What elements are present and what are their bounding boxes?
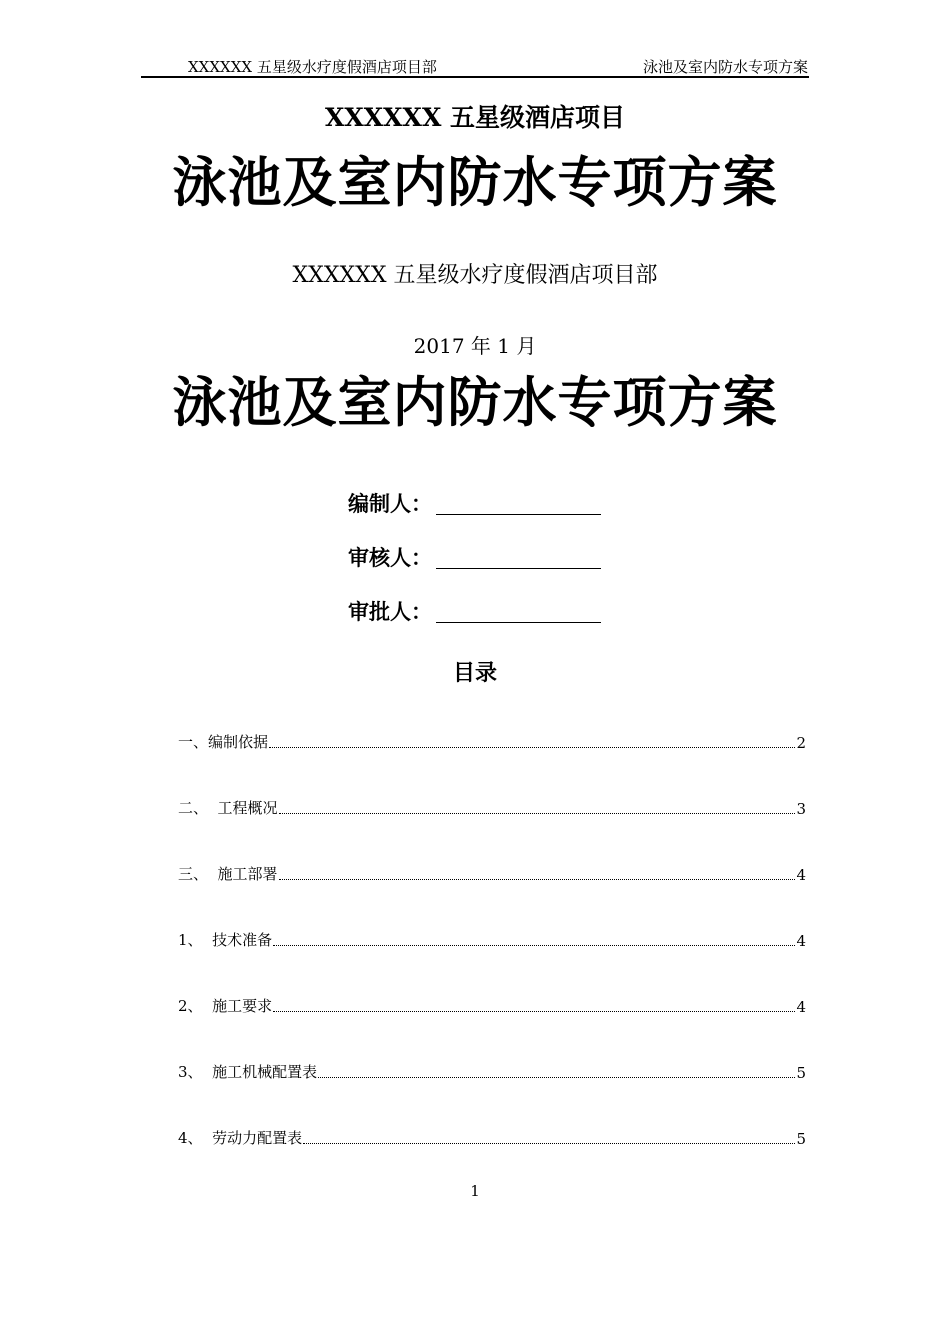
- toc-leader-dots: [273, 1011, 795, 1012]
- toc-leader-dots: [269, 747, 795, 748]
- signature-blank-line: [436, 622, 601, 623]
- toc-entry-text: 施工部署: [217, 865, 278, 883]
- signature-label: 审核人：: [348, 546, 432, 570]
- toc-entry[interactable]: [178, 1128, 806, 1148]
- toc-entry-page: 5: [796, 1130, 806, 1148]
- document-title: 泳池及室内防水专项方案: [172, 150, 778, 214]
- toc-entry-page: 5: [796, 1064, 806, 1082]
- toc-leader-dots: [273, 945, 795, 946]
- toc-entry-number: 3、: [178, 1063, 213, 1081]
- signature-label: 审批人：: [348, 600, 432, 624]
- document-date: 2017 年 1 月: [413, 334, 537, 358]
- toc-entry-text: 工程概况: [217, 799, 278, 817]
- toc-entry-number: 2、: [178, 997, 213, 1015]
- toc-entry-text: 劳动力配置表: [212, 1129, 303, 1147]
- department-name: XXXXXX 五星级水疗度假酒店项目部: [292, 263, 658, 288]
- toc-entry-number: 一、: [178, 733, 209, 751]
- toc-entry-number: 二、: [178, 799, 218, 817]
- page-number: 1: [470, 1182, 480, 1200]
- toc-title: 目录: [452, 661, 497, 686]
- toc-entry-page: 4: [796, 866, 806, 884]
- toc-entry-text: 施工要求: [212, 997, 273, 1015]
- toc-leader-dots: [279, 879, 796, 880]
- toc-entry[interactable]: [178, 864, 806, 884]
- toc-entry-page: 4: [796, 932, 806, 950]
- toc-entry-text: 技术准备: [212, 931, 273, 949]
- signature-row-compiler: [348, 488, 601, 518]
- toc-entry-text: 编制依据: [208, 733, 269, 751]
- signature-row-reviewer: [348, 542, 601, 572]
- toc-entry-page: 4: [796, 998, 806, 1016]
- project-name: XXXXXX 五星级酒店项目: [324, 103, 626, 132]
- toc-entry[interactable]: [178, 1062, 806, 1082]
- signature-label: 编制人：: [348, 492, 432, 516]
- toc-entry-number: 1、: [178, 931, 213, 949]
- toc-entry[interactable]: [178, 930, 806, 950]
- toc-entry-page: 2: [796, 734, 806, 752]
- toc-leader-dots: [303, 1143, 795, 1144]
- signature-blank-line: [436, 568, 601, 569]
- toc-entry-page: 3: [796, 800, 806, 818]
- header-left-text: XXXXXX 五星级水疗度假酒店项目部: [188, 58, 437, 76]
- toc-entry[interactable]: [178, 996, 806, 1016]
- signature-blank-line: [436, 514, 601, 515]
- toc-leader-dots: [279, 813, 796, 814]
- toc-entry-number: 4、: [178, 1129, 213, 1147]
- toc-entry[interactable]: [178, 798, 806, 818]
- signature-row-approver: [348, 596, 601, 626]
- toc-entry-text: 施工机械配置表: [212, 1063, 318, 1081]
- toc-entry[interactable]: [178, 732, 806, 752]
- document-title-repeat: 泳池及室内防水专项方案: [172, 370, 778, 434]
- toc-leader-dots: [318, 1077, 795, 1078]
- header-rule: [141, 76, 809, 78]
- toc-entry-number: 三、: [178, 865, 218, 883]
- header-right-text: 泳池及室内防水专项方案: [642, 58, 808, 76]
